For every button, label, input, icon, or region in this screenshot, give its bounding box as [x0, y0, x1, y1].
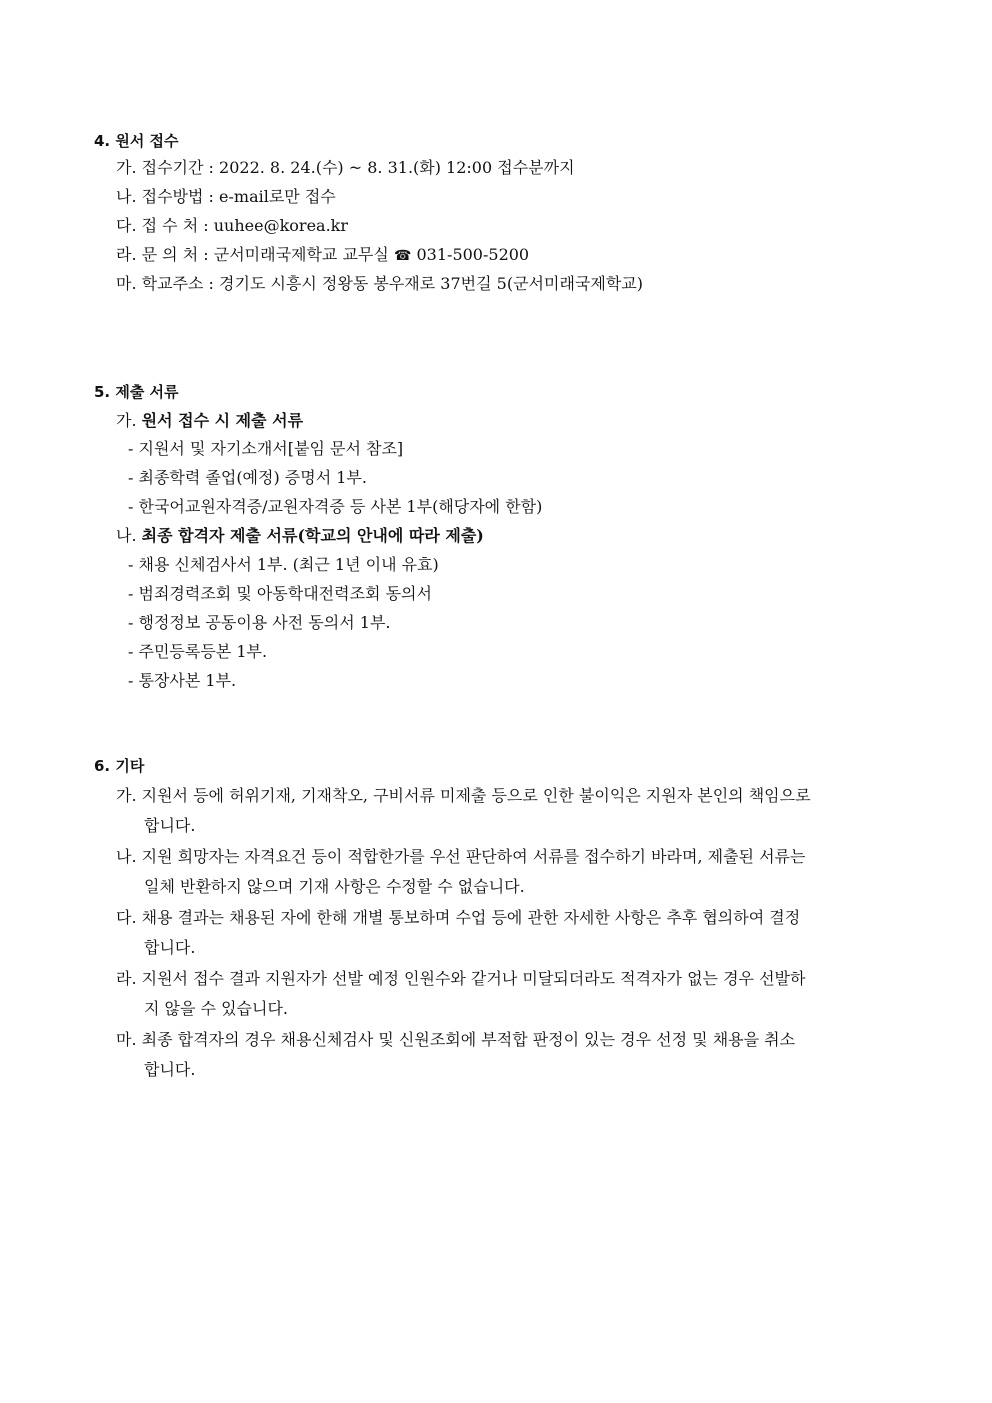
item-marker: 가.: [116, 411, 137, 430]
item-marker: 라.: [116, 969, 137, 988]
section-6-item-b: [116, 846, 805, 868]
item-marker: 라.: [116, 245, 137, 264]
section-6-item-e: [116, 1029, 795, 1051]
section-5-title: 5. 제출 서류: [94, 383, 179, 401]
list-item: - 주민등록등본 1부.: [128, 642, 268, 661]
list-item: - 최종학력 졸업(예정) 증명서 1부.: [128, 468, 367, 487]
section-6-item-b-cont: 일체 반환하지 않으며 기재 사항은 수정할 수 없습니다.: [144, 877, 525, 896]
section-4-item-c: [116, 215, 348, 237]
item-text: 최종 합격자의 경우 채용신체검사 및 신원조회에 부적합 판정이 있는 경우 선정 및 채용을 취소: [141, 1030, 796, 1049]
group-heading: 최종 합격자 제출 서류(학교의 안내에 따라 제출): [141, 526, 484, 545]
phone-number: 031-500-5200: [416, 245, 530, 264]
item-text: 문 의 처 : 군서미래국제학교 교무실: [141, 245, 389, 264]
item-text: 채용 결과는 채용된 자에 한해 개별 통보하며 수업 등에 관한 자세한 사항은 추후 협의하여 결정: [141, 908, 801, 927]
item-marker: 다.: [116, 908, 137, 927]
item-marker: 다.: [116, 216, 137, 235]
section-4-item-a: [116, 157, 575, 179]
list-item: - 범죄경력조회 및 아동학대전력조회 동의서: [128, 584, 432, 603]
item-text: 지원서 접수 결과 지원자가 선발 예정 인원수와 같거나 미달되더라도 적격자가 없는 경우 선발하: [141, 969, 806, 988]
item-text: 학교주소 : 경기도 시흥시 정왕동 봉우재로 37번길 5(군서미래국제학교): [141, 274, 643, 293]
item-marker: 마.: [116, 274, 137, 293]
section-5-group-b-heading: [116, 525, 484, 547]
item-marker: 가.: [116, 158, 137, 177]
phone-icon: ☎: [393, 248, 412, 264]
section-6-item-d: [116, 968, 805, 990]
section-6-item-c-cont: 합니다.: [144, 938, 196, 957]
item-marker: 가.: [116, 786, 137, 805]
section-5-group-a-heading: [116, 410, 303, 432]
item-text: 접수기간 : 2022. 8. 24.(수) ~ 8. 31.(화) 12:00 접수분까지: [141, 158, 575, 177]
item-text: 접수방법 : e-mail로만 접수: [141, 187, 336, 206]
item-marker: 나.: [116, 847, 137, 866]
section-6-item-a: [116, 785, 811, 807]
group-heading: 원서 접수 시 제출 서류: [141, 411, 304, 430]
section-6-item-c: [116, 907, 800, 929]
section-4-title: 4. 원서 접수: [94, 132, 179, 150]
item-text: 지원 희망자는 자격요건 등이 적합한가를 우선 판단하여 서류를 접수하기 바라며, 제출된 서류는: [141, 847, 806, 866]
list-item: - 채용 신체검사서 1부. (최근 1년 이내 유효): [128, 555, 439, 574]
section-6-title: 6. 기타: [94, 757, 145, 775]
section-6-item-a-cont: 합니다.: [144, 816, 196, 835]
section-4-item-b: [116, 186, 336, 208]
list-item: - 통장사본 1부.: [128, 671, 237, 690]
item-marker: 마.: [116, 1030, 137, 1049]
section-6-item-e-cont: 합니다.: [144, 1060, 196, 1079]
list-item: - 지원서 및 자기소개서[붙임 문서 참조]: [128, 439, 404, 458]
section-4-item-d: [116, 244, 529, 267]
item-marker: 나.: [116, 187, 137, 206]
section-4-item-e: [116, 273, 643, 295]
section-6-item-d-cont: 지 않을 수 있습니다.: [144, 999, 288, 1018]
item-text: 지원서 등에 허위기재, 기재착오, 구비서류 미제출 등으로 인한 불이익은 지원자 본인의 책임으로: [141, 786, 811, 805]
list-item: - 한국어교원자격증/교원자격증 등 사본 1부(해당자에 한함): [128, 497, 543, 516]
item-text: 접 수 처 : uuhee@korea.kr: [141, 216, 349, 235]
item-marker: 나.: [116, 526, 137, 545]
list-item: - 행정정보 공동이용 사전 동의서 1부.: [128, 613, 391, 632]
